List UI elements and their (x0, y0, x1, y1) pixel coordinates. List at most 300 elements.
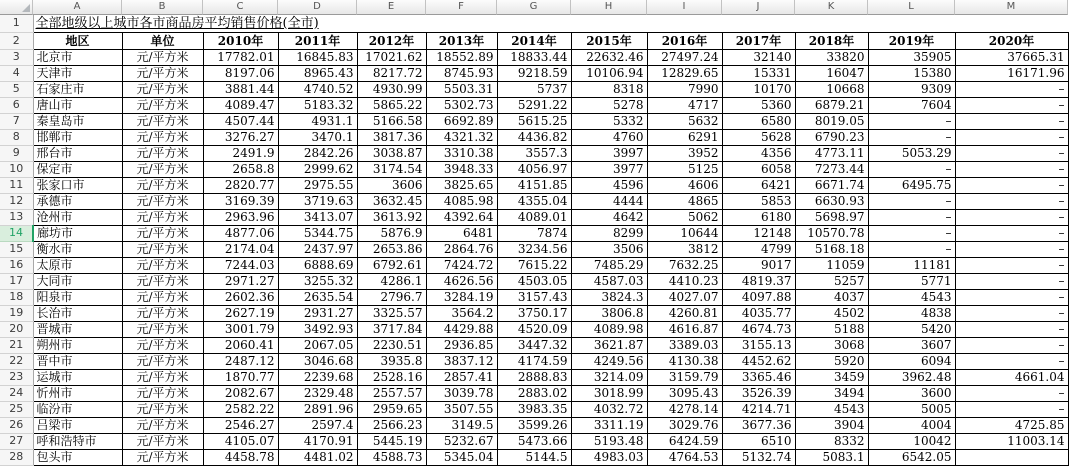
cell-K24[interactable]: 3494 (795, 385, 868, 401)
cell-C11[interactable]: 2820.77 (203, 177, 278, 193)
cell-M6[interactable]: – (955, 97, 1068, 113)
cell-L28[interactable]: 6542.05 (868, 449, 955, 465)
cell-D20[interactable]: 3492.93 (278, 321, 357, 337)
cell-M7[interactable]: – (955, 113, 1068, 129)
cell-F3[interactable]: 18552.89 (426, 49, 497, 65)
cell-G17[interactable]: 4503.05 (497, 273, 571, 289)
cell-A26[interactable]: 吕梁市 (33, 417, 122, 433)
cell-A20[interactable]: 晋城市 (33, 321, 122, 337)
cell-B19[interactable]: 元/平方米 (122, 305, 203, 321)
row-header-20[interactable]: 20 (0, 321, 33, 337)
cell-I27[interactable]: 6424.59 (647, 433, 722, 449)
cell-K10[interactable]: 7273.44 (795, 161, 868, 177)
cell-B12[interactable]: 元/平方米 (122, 193, 203, 209)
cell-D18[interactable]: 2635.54 (278, 289, 357, 305)
cell-K13[interactable]: 5698.97 (795, 209, 868, 225)
cell-C9[interactable]: 2491.9 (203, 145, 278, 161)
cell-D7[interactable]: 4931.1 (278, 113, 357, 129)
row-header-19[interactable]: 19 (0, 305, 33, 321)
cell-K20[interactable]: 5188 (795, 321, 868, 337)
cell-C3[interactable]: 17782.01 (203, 49, 278, 65)
cell-A17[interactable]: 大同市 (33, 273, 122, 289)
cell-L16[interactable]: 11181 (868, 257, 955, 273)
cell-E3[interactable]: 17021.62 (357, 49, 426, 65)
cell-J4[interactable]: 15331 (722, 65, 795, 81)
cell-F14[interactable]: 6481 (426, 225, 497, 241)
cell-D21[interactable]: 2067.05 (278, 337, 357, 353)
col-header-B[interactable]: B (122, 0, 203, 15)
cell-B27[interactable]: 元/平方米 (122, 433, 203, 449)
cell-G19[interactable]: 3750.17 (497, 305, 571, 321)
row-header-28[interactable]: 28 (0, 449, 33, 465)
cell-I17[interactable]: 4410.23 (647, 273, 722, 289)
cell-K16[interactable]: 11059 (795, 257, 868, 273)
cell-J9[interactable]: 4356 (722, 145, 795, 161)
cell-H20[interactable]: 4089.98 (571, 321, 647, 337)
cell-A11[interactable]: 张家口市 (33, 177, 122, 193)
cell-B10[interactable]: 元/平方米 (122, 161, 203, 177)
cell-A18[interactable]: 阳泉市 (33, 289, 122, 305)
select-all-corner[interactable] (0, 0, 33, 15)
cell-E12[interactable]: 3632.45 (357, 193, 426, 209)
cell-D25[interactable]: 2891.96 (278, 401, 357, 417)
cell-F23[interactable]: 2857.41 (426, 369, 497, 385)
cell-G7[interactable]: 5615.25 (497, 113, 571, 129)
cell-H12[interactable]: 4444 (571, 193, 647, 209)
cell-H21[interactable]: 3621.87 (571, 337, 647, 353)
cell-I10[interactable]: 5125 (647, 161, 722, 177)
cell-K9[interactable]: 4773.11 (795, 145, 868, 161)
cell-L7[interactable]: – (868, 113, 955, 129)
cell-F16[interactable]: 7424.72 (426, 257, 497, 273)
cell-H17[interactable]: 4587.03 (571, 273, 647, 289)
cell-J11[interactable]: 6421 (722, 177, 795, 193)
cell-I16[interactable]: 7632.25 (647, 257, 722, 273)
cell-D2[interactable]: 2011年 (278, 32, 357, 49)
cell-A6[interactable]: 唐山市 (33, 97, 122, 113)
cell-A23[interactable]: 运城市 (33, 369, 122, 385)
cell-M14[interactable]: – (955, 225, 1068, 241)
cell-C5[interactable]: 3881.44 (203, 81, 278, 97)
cell-M10[interactable]: – (955, 161, 1068, 177)
cell-J28[interactable]: 5132.74 (722, 449, 795, 465)
cell-F12[interactable]: 4085.98 (426, 193, 497, 209)
cell-L15[interactable]: – (868, 241, 955, 257)
cell-K11[interactable]: 6671.74 (795, 177, 868, 193)
cell-I28[interactable]: 4764.53 (647, 449, 722, 465)
cell-H10[interactable]: 3977 (571, 161, 647, 177)
cell-L11[interactable]: 6495.75 (868, 177, 955, 193)
cell-C14[interactable]: 4877.06 (203, 225, 278, 241)
cell-E28[interactable]: 4588.73 (357, 449, 426, 465)
col-header-H[interactable]: H (571, 0, 647, 15)
cell-D12[interactable]: 3719.63 (278, 193, 357, 209)
cell-K5[interactable]: 10668 (795, 81, 868, 97)
cell-E19[interactable]: 3325.57 (357, 305, 426, 321)
cell-L4[interactable]: 15380 (868, 65, 955, 81)
cell-F24[interactable]: 3039.78 (426, 385, 497, 401)
cell-I9[interactable]: 3952 (647, 145, 722, 161)
cell-B14[interactable]: 元/平方米 (122, 225, 203, 241)
cell-E27[interactable]: 5445.19 (357, 433, 426, 449)
cell-A2[interactable]: 地区 (33, 32, 122, 49)
cell-G22[interactable]: 4174.59 (497, 353, 571, 369)
cell-J19[interactable]: 4035.77 (722, 305, 795, 321)
col-header-J[interactable]: J (722, 0, 795, 15)
cell-C26[interactable]: 2546.27 (203, 417, 278, 433)
cell-B21[interactable]: 元/平方米 (122, 337, 203, 353)
cell-D24[interactable]: 2329.48 (278, 385, 357, 401)
cell-G12[interactable]: 4355.04 (497, 193, 571, 209)
cell-B20[interactable]: 元/平方米 (122, 321, 203, 337)
cell-D17[interactable]: 3255.32 (278, 273, 357, 289)
cell-H7[interactable]: 5332 (571, 113, 647, 129)
cell-A16[interactable]: 太原市 (33, 257, 122, 273)
cell-B16[interactable]: 元/平方米 (122, 257, 203, 273)
cell-H24[interactable]: 3018.99 (571, 385, 647, 401)
cell-H16[interactable]: 7485.29 (571, 257, 647, 273)
cell-F8[interactable]: 4321.32 (426, 129, 497, 145)
cell-D6[interactable]: 5183.32 (278, 97, 357, 113)
cell-D14[interactable]: 5344.75 (278, 225, 357, 241)
cell-L3[interactable]: 35905 (868, 49, 955, 65)
cell-A25[interactable]: 临汾市 (33, 401, 122, 417)
cell-J25[interactable]: 4214.71 (722, 401, 795, 417)
cell-G24[interactable]: 2883.02 (497, 385, 571, 401)
cell-E25[interactable]: 2959.65 (357, 401, 426, 417)
cell-B22[interactable]: 元/平方米 (122, 353, 203, 369)
cell-J26[interactable]: 3677.36 (722, 417, 795, 433)
cell-E16[interactable]: 6792.61 (357, 257, 426, 273)
cell-I24[interactable]: 3095.43 (647, 385, 722, 401)
cell-B26[interactable]: 元/平方米 (122, 417, 203, 433)
cell-C17[interactable]: 2971.27 (203, 273, 278, 289)
cell-F13[interactable]: 4392.64 (426, 209, 497, 225)
row-header-10[interactable]: 10 (0, 161, 33, 177)
cell-K12[interactable]: 6630.93 (795, 193, 868, 209)
cell-M11[interactable]: – (955, 177, 1068, 193)
cell-H19[interactable]: 3806.8 (571, 305, 647, 321)
cell-H23[interactable]: 3214.09 (571, 369, 647, 385)
cell-H14[interactable]: 8299 (571, 225, 647, 241)
cell-B5[interactable]: 元/平方米 (122, 81, 203, 97)
cell-A9[interactable]: 邢台市 (33, 145, 122, 161)
cell-C28[interactable]: 4458.78 (203, 449, 278, 465)
cell-G23[interactable]: 2888.83 (497, 369, 571, 385)
row-header-17[interactable]: 17 (0, 273, 33, 289)
cell-D16[interactable]: 6888.69 (278, 257, 357, 273)
cell-J10[interactable]: 6058 (722, 161, 795, 177)
cell-I18[interactable]: 4027.07 (647, 289, 722, 305)
cell-A1[interactable] (33, 15, 1068, 32)
cell-E11[interactable]: 3606 (357, 177, 426, 193)
cell-M23[interactable]: 4661.04 (955, 369, 1068, 385)
cell-D26[interactable]: 2597.4 (278, 417, 357, 433)
cell-D4[interactable]: 8965.43 (278, 65, 357, 81)
cell-L22[interactable]: 6094 (868, 353, 955, 369)
cell-B13[interactable]: 元/平方米 (122, 209, 203, 225)
cell-L18[interactable]: 4543 (868, 289, 955, 305)
cell-M17[interactable]: – (955, 273, 1068, 289)
cell-B4[interactable]: 元/平方米 (122, 65, 203, 81)
cell-F18[interactable]: 3284.19 (426, 289, 497, 305)
cell-J15[interactable]: 4799 (722, 241, 795, 257)
cell-B25[interactable]: 元/平方米 (122, 401, 203, 417)
cell-H11[interactable]: 4596 (571, 177, 647, 193)
row-header-1[interactable]: 1 (0, 15, 33, 32)
cell-M2[interactable]: 2020年 (955, 32, 1068, 49)
cell-B3[interactable]: 元/平方米 (122, 49, 203, 65)
cell-M22[interactable]: – (955, 353, 1068, 369)
cell-E13[interactable]: 3613.92 (357, 209, 426, 225)
cell-F4[interactable]: 8745.93 (426, 65, 497, 81)
cell-E5[interactable]: 4930.99 (357, 81, 426, 97)
cell-E23[interactable]: 2528.16 (357, 369, 426, 385)
cell-M21[interactable]: – (955, 337, 1068, 353)
cell-K19[interactable]: 4502 (795, 305, 868, 321)
cell-G27[interactable]: 5473.66 (497, 433, 571, 449)
cell-I15[interactable]: 3812 (647, 241, 722, 257)
cell-J12[interactable]: 5853 (722, 193, 795, 209)
cell-L14[interactable]: – (868, 225, 955, 241)
cell-F2[interactable]: 2013年 (426, 32, 497, 49)
row-header-26[interactable]: 26 (0, 417, 33, 433)
cell-A3[interactable]: 北京市 (33, 49, 122, 65)
cell-H25[interactable]: 4032.72 (571, 401, 647, 417)
cell-I22[interactable]: 4130.38 (647, 353, 722, 369)
cell-A13[interactable]: 沧州市 (33, 209, 122, 225)
cell-M4[interactable]: 16171.96 (955, 65, 1068, 81)
cell-M9[interactable]: – (955, 145, 1068, 161)
cell-G25[interactable]: 3983.35 (497, 401, 571, 417)
cell-A14[interactable]: 廊坊市 (33, 225, 122, 241)
row-header-25[interactable]: 25 (0, 401, 33, 417)
cell-A19[interactable]: 长治市 (33, 305, 122, 321)
cell-L10[interactable]: – (868, 161, 955, 177)
cell-J2[interactable]: 2017年 (722, 32, 795, 49)
row-header-5[interactable]: 5 (0, 81, 33, 97)
cell-G13[interactable]: 4089.01 (497, 209, 571, 225)
row-header-21[interactable]: 21 (0, 337, 33, 353)
cell-G21[interactable]: 3447.32 (497, 337, 571, 353)
cell-E2[interactable]: 2012年 (357, 32, 426, 49)
cell-L6[interactable]: 7604 (868, 97, 955, 113)
cell-D22[interactable]: 3046.68 (278, 353, 357, 369)
cell-A7[interactable]: 秦皇岛市 (33, 113, 122, 129)
cell-M25[interactable]: – (955, 401, 1068, 417)
row-header-4[interactable]: 4 (0, 65, 33, 81)
cell-L17[interactable]: 5771 (868, 273, 955, 289)
cell-A12[interactable]: 承德市 (33, 193, 122, 209)
cell-J22[interactable]: 4452.62 (722, 353, 795, 369)
cell-C7[interactable]: 4507.44 (203, 113, 278, 129)
cell-A24[interactable]: 忻州市 (33, 385, 122, 401)
cell-H8[interactable]: 4760 (571, 129, 647, 145)
row-header-15[interactable]: 15 (0, 241, 33, 257)
cell-C27[interactable]: 4105.07 (203, 433, 278, 449)
row-header-6[interactable]: 6 (0, 97, 33, 113)
cell-H9[interactable]: 3997 (571, 145, 647, 161)
cell-M27[interactable]: 11003.14 (955, 433, 1068, 449)
cell-A4[interactable]: 天津市 (33, 65, 122, 81)
col-header-I[interactable]: I (647, 0, 722, 15)
cell-J6[interactable]: 5360 (722, 97, 795, 113)
cell-G2[interactable]: 2014年 (497, 32, 571, 49)
cell-D23[interactable]: 2239.68 (278, 369, 357, 385)
cell-L25[interactable]: 5005 (868, 401, 955, 417)
row-header-22[interactable]: 22 (0, 353, 33, 369)
cell-D5[interactable]: 4740.52 (278, 81, 357, 97)
cell-K2[interactable]: 2018年 (795, 32, 868, 49)
cell-M12[interactable]: – (955, 193, 1068, 209)
cell-L23[interactable]: 3962.48 (868, 369, 955, 385)
cell-L27[interactable]: 10042 (868, 433, 955, 449)
cell-C6[interactable]: 4089.47 (203, 97, 278, 113)
cell-G11[interactable]: 4151.85 (497, 177, 571, 193)
cell-G15[interactable]: 3234.56 (497, 241, 571, 257)
cell-B11[interactable]: 元/平方米 (122, 177, 203, 193)
cell-B24[interactable]: 元/平方米 (122, 385, 203, 401)
cell-G6[interactable]: 5291.22 (497, 97, 571, 113)
cell-F17[interactable]: 4626.56 (426, 273, 497, 289)
cell-B15[interactable]: 元/平方米 (122, 241, 203, 257)
cell-E8[interactable]: 3817.36 (357, 129, 426, 145)
cell-J14[interactable]: 12148 (722, 225, 795, 241)
cell-L9[interactable]: 5053.29 (868, 145, 955, 161)
cell-I23[interactable]: 3159.79 (647, 369, 722, 385)
cell-D3[interactable]: 16845.83 (278, 49, 357, 65)
cell-D13[interactable]: 3413.07 (278, 209, 357, 225)
cell-B7[interactable]: 元/平方米 (122, 113, 203, 129)
cell-E7[interactable]: 5166.58 (357, 113, 426, 129)
cell-H6[interactable]: 5278 (571, 97, 647, 113)
cell-K28[interactable]: 5083.1 (795, 449, 868, 465)
row-header-11[interactable]: 11 (0, 177, 33, 193)
col-header-A[interactable]: A (33, 0, 122, 15)
cell-K23[interactable]: 3459 (795, 369, 868, 385)
cell-H26[interactable]: 3311.19 (571, 417, 647, 433)
cell-G4[interactable]: 9218.59 (497, 65, 571, 81)
cell-G3[interactable]: 18833.44 (497, 49, 571, 65)
cell-G10[interactable]: 4056.97 (497, 161, 571, 177)
cell-G5[interactable]: 5737 (497, 81, 571, 97)
cell-G26[interactable]: 3599.26 (497, 417, 571, 433)
cell-L2[interactable]: 2019年 (868, 32, 955, 49)
cell-M20[interactable]: – (955, 321, 1068, 337)
cell-I13[interactable]: 5062 (647, 209, 722, 225)
cell-A22[interactable]: 晋中市 (33, 353, 122, 369)
cell-C10[interactable]: 2658.8 (203, 161, 278, 177)
cell-C20[interactable]: 3001.79 (203, 321, 278, 337)
cell-M5[interactable]: – (955, 81, 1068, 97)
cell-I2[interactable]: 2016年 (647, 32, 722, 49)
cell-K18[interactable]: 4037 (795, 289, 868, 305)
cell-I19[interactable]: 4260.81 (647, 305, 722, 321)
cell-F20[interactable]: 4429.88 (426, 321, 497, 337)
cell-C22[interactable]: 2487.12 (203, 353, 278, 369)
col-header-M[interactable]: M (955, 0, 1068, 15)
row-header-7[interactable]: 7 (0, 113, 33, 129)
cell-C12[interactable]: 3169.39 (203, 193, 278, 209)
cell-L20[interactable]: 5420 (868, 321, 955, 337)
row-header-23[interactable]: 23 (0, 369, 33, 385)
cell-B2[interactable]: 单位 (122, 32, 203, 49)
cell-J3[interactable]: 32140 (722, 49, 795, 65)
cell-I4[interactable]: 12829.65 (647, 65, 722, 81)
cell-F10[interactable]: 3948.33 (426, 161, 497, 177)
cell-D19[interactable]: 2931.27 (278, 305, 357, 321)
cell-E20[interactable]: 3717.84 (357, 321, 426, 337)
row-header-12[interactable]: 12 (0, 193, 33, 209)
cell-L13[interactable]: – (868, 209, 955, 225)
col-header-D[interactable]: D (278, 0, 357, 15)
cell-K6[interactable]: 6879.21 (795, 97, 868, 113)
cell-M3[interactable]: 37665.31 (955, 49, 1068, 65)
cell-L24[interactable]: 3600 (868, 385, 955, 401)
cell-J16[interactable]: 9017 (722, 257, 795, 273)
cell-E24[interactable]: 2557.57 (357, 385, 426, 401)
cell-H27[interactable]: 5193.48 (571, 433, 647, 449)
cell-J21[interactable]: 3155.13 (722, 337, 795, 353)
cell-C18[interactable]: 2602.36 (203, 289, 278, 305)
cell-M8[interactable]: – (955, 129, 1068, 145)
cell-D10[interactable]: 2999.62 (278, 161, 357, 177)
cell-C16[interactable]: 7244.03 (203, 257, 278, 273)
cell-F9[interactable]: 3310.38 (426, 145, 497, 161)
cell-F7[interactable]: 6692.89 (426, 113, 497, 129)
cell-K7[interactable]: 8019.05 (795, 113, 868, 129)
cell-A15[interactable]: 衡水市 (33, 241, 122, 257)
cell-C19[interactable]: 2627.19 (203, 305, 278, 321)
cell-K22[interactable]: 5920 (795, 353, 868, 369)
cell-A21[interactable]: 朔州市 (33, 337, 122, 353)
cell-F6[interactable]: 5302.73 (426, 97, 497, 113)
cell-A10[interactable]: 保定市 (33, 161, 122, 177)
cell-F27[interactable]: 5232.67 (426, 433, 497, 449)
row-header-13[interactable]: 13 (0, 209, 33, 225)
cell-J24[interactable]: 3526.39 (722, 385, 795, 401)
cell-E15[interactable]: 2653.86 (357, 241, 426, 257)
cell-K26[interactable]: 3904 (795, 417, 868, 433)
cell-C24[interactable]: 2082.67 (203, 385, 278, 401)
cell-I12[interactable]: 4865 (647, 193, 722, 209)
cell-H18[interactable]: 3824.3 (571, 289, 647, 305)
cell-E21[interactable]: 2230.51 (357, 337, 426, 353)
cell-J5[interactable]: 10170 (722, 81, 795, 97)
col-header-L[interactable]: L (868, 0, 955, 15)
cell-H2[interactable]: 2015年 (571, 32, 647, 49)
cell-E10[interactable]: 3174.54 (357, 161, 426, 177)
col-header-K[interactable]: K (795, 0, 868, 15)
cell-E17[interactable]: 4286.1 (357, 273, 426, 289)
cell-I20[interactable]: 4616.87 (647, 321, 722, 337)
cell-J7[interactable]: 6580 (722, 113, 795, 129)
cell-J18[interactable]: 4097.88 (722, 289, 795, 305)
cell-G14[interactable]: 7874 (497, 225, 571, 241)
cell-J27[interactable]: 6510 (722, 433, 795, 449)
cell-I3[interactable]: 27497.24 (647, 49, 722, 65)
cell-C23[interactable]: 1870.77 (203, 369, 278, 385)
row-header-3[interactable]: 3 (0, 49, 33, 65)
cell-G18[interactable]: 3157.43 (497, 289, 571, 305)
cell-H15[interactable]: 3506 (571, 241, 647, 257)
cell-F28[interactable]: 5345.04 (426, 449, 497, 465)
cell-L5[interactable]: 9309 (868, 81, 955, 97)
cell-L12[interactable]: – (868, 193, 955, 209)
cell-B17[interactable]: 元/平方米 (122, 273, 203, 289)
cell-B23[interactable]: 元/平方米 (122, 369, 203, 385)
cell-J17[interactable]: 4819.37 (722, 273, 795, 289)
